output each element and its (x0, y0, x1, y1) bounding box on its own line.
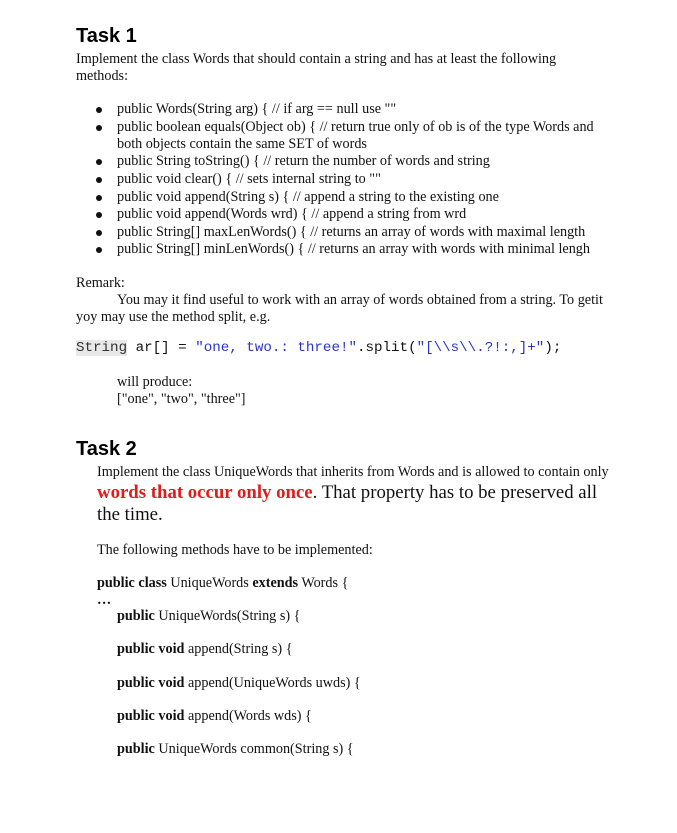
produce-label: will produce: (117, 374, 193, 390)
method-signature (117, 641, 293, 658)
remark-label: Remark: (76, 275, 125, 291)
method-signature (117, 675, 361, 692)
produce-value: ["one", "two", "three"] (117, 391, 246, 407)
emphasis-text: words that occur only once (97, 482, 313, 503)
method-signature (117, 608, 300, 625)
list-item-continuation: both objects contain the same SET of words (117, 136, 367, 152)
bullet-dot (96, 230, 102, 236)
class-decl-keyword: public class (97, 575, 167, 591)
task2-line2 (97, 481, 657, 504)
task1-heading: Task 1 (76, 25, 137, 47)
list-item: public void clear() { // sets internal string to "" (117, 171, 381, 187)
remark-line2: yoy may use the method split, e.g. (76, 309, 271, 325)
method-rest: append(String s) { (184, 641, 293, 657)
code-call: .split( (356, 340, 417, 356)
task1-intro-line2: methods: (76, 68, 129, 84)
list-item: public boolean equals(Object ob) { // return true only of ob is of the type Words and (117, 119, 594, 135)
class-decl-rest: Words { (298, 575, 349, 591)
method-keyword: public void (117, 708, 185, 724)
bullet-dot (96, 247, 102, 253)
class-decl-extends: extends (252, 575, 299, 591)
code-string-literal: "one, two.: three!" (195, 340, 357, 356)
list-item: public String[] maxLenWords() { // returns an array of words with maximal length (117, 224, 586, 240)
method-rest: append(UniqueWords uwds) { (184, 675, 361, 691)
code-decl: ar[] = (127, 340, 196, 356)
task2-heading: Task 2 (76, 438, 137, 460)
method-keyword: public (117, 608, 155, 624)
list-item: public void append(Words wrd) { // append a string from wrd (117, 206, 467, 222)
method-rest: UniqueWords(String s) { (154, 608, 301, 624)
code-type: String (76, 340, 128, 356)
code-regex-literal: "[\\s\\.?!:,]+" (416, 340, 545, 356)
list-item: public void append(String s) { // append a string to the existing one (117, 189, 499, 205)
bullet-dot (96, 195, 102, 201)
method-keyword: public void (117, 675, 185, 691)
class-declaration (97, 575, 348, 592)
method-rest: append(Words wds) { (184, 708, 312, 724)
method-signature (117, 708, 312, 725)
task1-intro-line1: Implement the class Words that should contain a string and has at least the following (76, 51, 557, 67)
ellipsis: … (97, 592, 112, 608)
task2-line2-rest: . That property has to be preserved all (312, 482, 598, 503)
bullet-dot (96, 159, 102, 165)
remark-line1: You may it find useful to work with an array of words obtained from a string. To getit (117, 292, 603, 308)
list-item: public String[] minLenWords() { // returns an array with words with minimal lengh (117, 241, 590, 257)
method-keyword: public (117, 741, 155, 757)
bullet-dot (96, 125, 102, 131)
code-end: ); (544, 340, 562, 356)
code-example (76, 340, 561, 356)
bullet-dot (96, 212, 102, 218)
list-item: public String toString() { // return the number of words and string (117, 153, 490, 169)
task2-line1: Implement the class UniqueWords that inherits from Words and is allowed to contain only (97, 464, 609, 480)
list-item: public Words(String arg) { // if arg == null use "" (117, 101, 397, 117)
method-signature (117, 741, 354, 758)
task2-line3: the time. (97, 504, 163, 525)
bullet-dot (96, 107, 102, 113)
bullet-dot (96, 177, 102, 183)
methods-intro: The following methods have to be implemented: (97, 542, 373, 558)
method-keyword: public void (117, 641, 185, 657)
method-rest: UniqueWords common(String s) { (154, 741, 354, 757)
class-decl-name: UniqueWords (166, 575, 253, 591)
